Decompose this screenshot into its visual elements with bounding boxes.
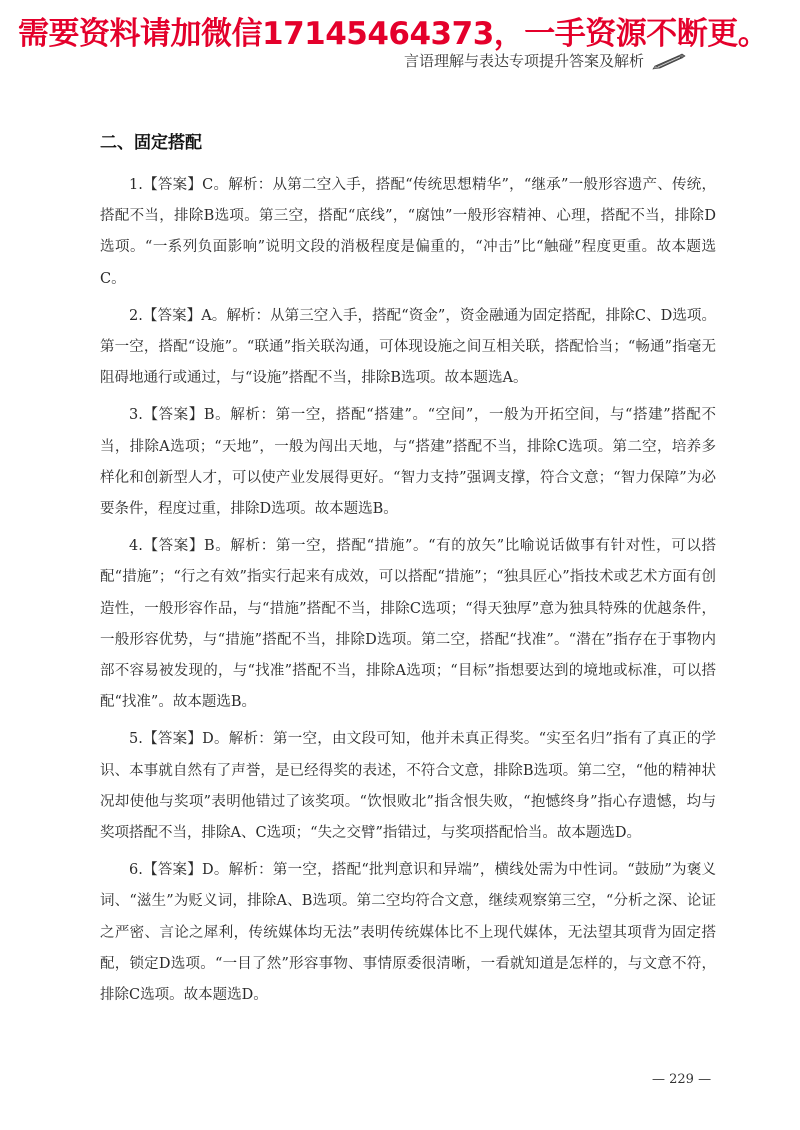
running-header <box>404 50 686 71</box>
running-header-title: 言语理解与表达专项提升答案及解析 <box>404 52 645 70</box>
answer-item-5: 5.【答案】D。解析：第一空，由文段可知，他并未真正得奖。“实至名归”指有了真正的学识、本事就自然有了声誉，是已经得奖的表述，不符合文意，排除B选项。第二空，“他的精神状况却使他与奖项”表明他错过了该奖项。“饮恨败北”指含恨失败，“抱憾终身”指心存遗憾，均与奖项搭配不当，排除A、C选项；“失之交臂”指错过，与奖项搭配恰当。故本题选D。 <box>100 731 716 842</box>
answer-item-1: 1.【答案】C。解析：从第二空入手，搭配“传统思想精华”，“继承”一般形容遗产、传统，搭配不当，排除B选项。第三空，搭配“底线”，“腐蚀”一般形容精神、心理，搭配不当，排除D选项。“一系列负面影响”说明文段的消极程度是偏重的，“冲击”比“触碰”程度更重。故本题选C。 <box>100 177 716 287</box>
answer-item-2: 2.【答案】A。解析：从第三空入手，搭配“资金”，资金融通为固定搭配，排除C、D选项。第一空，搭配“设施”。“联通”指关联沟通，可体现设施之间互相关联，搭配恰当；“畅通”指毫无阻碍地通行或通过，与“设施”搭配不当，排除B选项。故本题选A。 <box>100 307 716 387</box>
page-number: — 229 — <box>652 1072 712 1087</box>
answer-item-3: 3.【答案】B。解析：第一空，搭配“搭建”。“空间”，一般为开拓空间，与“搭建”搭配不当，排除A选项；“天地”，一般为闯出天地，与“搭建”搭配不当，排除C选项。第二空，培养多样化和创新型人才，可以使产业发展得更好。“智力支持”强调支撑，符合文意；“智力保障”为必要条件，程度过重，排除D选项。故本题选B。 <box>100 407 716 518</box>
pen-icon <box>652 52 686 70</box>
section-title: 二、固定搭配 <box>100 133 202 153</box>
answer-item-6: 6.【答案】D。解析：第一空，搭配“批判意识和异端”，横线处需为中性词。“鼓励”为褒义词、“滋生”为贬义词，排除A、B选项。第二空均符合文意，继续观察第三空，“分析之深、论证之严密、言论之犀利，传统媒体均无法”表明传统媒体比不上现代媒体，无法望其项背为固定搭配，锁定D选项。“一目了然”形容事物、事情原委很清晰，一看就知道是怎样的，与文意不符，排除C选项。故本题选D。 <box>100 862 716 1004</box>
answer-list <box>100 170 716 1017</box>
answer-item-4: 4.【答案】B。解析：第一空，搭配“措施”。“有的放矢”比喻说话做事有针对性，可以搭配“措施”；“行之有效”指实行起来有成效，可以搭配“措施”；“独具匠心”指技术或艺术方面有创造性，一般形容作品，与“措施”搭配不当，排除C选项；“得天独厚”意为独具特殊的优越条件，一般形容优势，与“措施”搭配不当，排除D选项。第二空，搭配“找准”。“潜在”指存在于事物内部不容易被发现的，与“找准”搭配不当，排除A选项；“目标”指想要达到的境地或标准，可以搭配“找准”。故本题选B。 <box>100 538 716 711</box>
promo-banner: 需要资料请加微信17145464373，一手资源不断更。 <box>18 16 769 52</box>
